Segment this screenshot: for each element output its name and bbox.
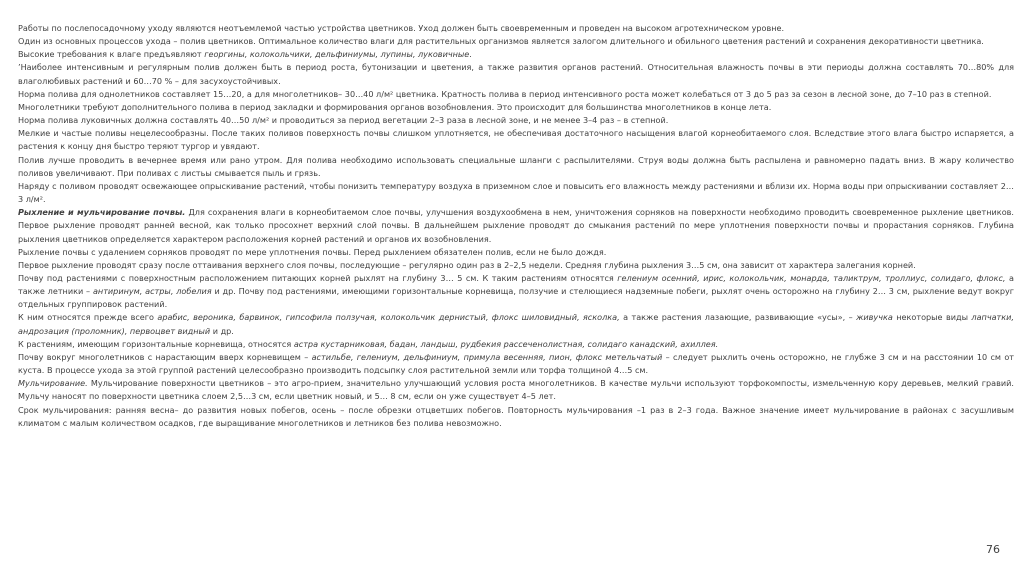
paragraph-text: Для сохранения влаги в корнеобитаемом слое почвы, улучшения воздухообмена в нем, уничтожения сорняков на поверхности необходимо проводить своевременное рыхление цветников. Первое рыхление проводят ранней весной, как только просохнет верхний слой почвы. В дальнейшем рыхление проводят до смыкания растений по мере уплотнения поверхности почвы и прорастания сорняков. Глубина рыхления цветников определяется характером расположения корней растений и органов их возобновления. (18, 207, 1014, 244)
paragraph-text: К ним относятся прежде всего (18, 312, 158, 323)
emphasis-text: арабис, вероника, барвинок, гипсофила ползучая, колокольчик дернистый, флокс шиловидный, ясколка, (157, 312, 620, 323)
paragraph-text: Норма полива луковичных должна составлять 40…50 л/м² и проводиться за период вегетации 2–3 раза в лесной зоне, и не менее 3–4 раз – в степной. (18, 115, 669, 126)
paragraph (18, 272, 1014, 311)
paragraph-text: и др. Почву под растениями, имеющими горизонтальные корневища, ползучие и стелющиеся надземные побеги, рыхлят очень осторожно на глубину 2… 3 см, рыхление ведут вокруг отдельных группировок растений. (18, 286, 1015, 310)
paragraph-text: Мелкие и частые поливы нецелесообразны. После таких поливов поверхность почвы слишком уплотняется, не обеспечивая достаточного насыщения влагой корнеобитаемого слоя. Вследствие этого влага быстро испаряется, а растения к концу дня быстро теряют тургор и увядают. (18, 128, 1014, 152)
emphasis-text: астра кустарниковая, бадан, ландыш, рудбекия рассеченолистная, солидаго канадский, ахиллея. (293, 338, 719, 349)
paragraph-text: Высокие требования к влаге предъявляют (18, 49, 205, 60)
paragraph-text: Полив лучше проводить в вечернее время или рано утром. Для полива необходимо использовать специальные шланги с распылителями. Струя воды должна быть распылена и равномерно падать вниз. В жару количество поливов увеличивают. При поливах с листьы смывается пыль и грязь. (18, 154, 1014, 178)
paragraph (18, 180, 1014, 206)
paragraph-text: Работы по послепосадочному уходу являются неотъемлемой частью устройства цветников. Уход должен быть своевременным и проведен на высоком агротехническом уровне. (18, 23, 785, 33)
page-number: 76 (986, 543, 1000, 556)
paragraph (18, 61, 1014, 87)
paragraph-text: Один из основных процессов ухода – полив цветников. Оптимальное количество влаги для растительных организмов является залогом длительного и обильного цветения растений и сохранения декоративности цветника. (18, 36, 984, 47)
paragraph (18, 154, 1014, 180)
paragraph-text: Почву вокруг многолетников с нарастающим вверх корневищем – (18, 351, 312, 362)
paragraph (18, 88, 1014, 101)
emphasis-text: георгины, колокольчики, дельфиниумы, лупины, луковичные (204, 49, 470, 60)
paragraph-text: Первое рыхление проводят сразу после оттаивания верхнего слоя почвы, последующие – регулярно один раз в 2–2,5 недели. Средняя глубина рыхления 3…5 см, она зависит от характера залегания корней. (18, 259, 916, 270)
body-text (18, 22, 1014, 430)
paragraph (18, 246, 1014, 259)
paragraph (18, 114, 1014, 127)
paragraph (18, 206, 1014, 245)
paragraph-text: Мульчирование поверхности цветников – это агро-прием, значительно улучшающий условия роста многолетников. В качестве мульчи используют торфокомпосты, измельченную кору деревьев, мелкий гравий. Мульчу наносят по поверхности цветника слоем 2,5…3 см, если цветник новый, и 5… 8 см, если он уже существует 4–5 лет. (18, 378, 1014, 402)
paragraph-text: Рыхление почвы с удалением сорняков проводят по мере уплотнения почвы. Перед рыхлением обязателен полив, если не было дождя. (18, 246, 607, 257)
paragraph-text: – следует рыхлить очень осторожно, не глубже 3 см и на расстоянии 10 см от куста. В процессе ухода за этой группой растений целесообразно производить подсыпку слоя растительной земли или торфа толщиной 4…5 см. (18, 351, 1015, 376)
emphasis-text: лапчатки, андрозация (проломник), первоцвет видный (18, 312, 1014, 336)
paragraph-text: Многолетники требуют дополнительного полива в период закладки и формирования органов возобновления. Это происходит для большинства многолетников в конце лета. (18, 101, 772, 112)
paragraph (18, 48, 1014, 61)
paragraph-text: а также летники – (18, 272, 1014, 297)
paragraph-text: а также растения лазающие, развивающие «усы», – (619, 312, 857, 323)
paragraph (18, 338, 1014, 351)
paragraph-text: Наряду с поливом проводят освежающее опрыскивание растений, чтобы понизить температуру воздуха в приземном слое и повысить его влажность между растениями и вблизи их. Норма воды при опрыскивании составляет 2…3 л/м². (18, 180, 1014, 205)
paragraph-text: Срок мульчирования: ранняя весна– до развития новых побегов, осень – после обрезки отцветших побегов. Повторность мульчирования –1 раз в 2–3 года. Важное значение имеет мульчирование в районах с засушливым климатом с малым количеством осадков, где выращивание многолетников и летников без полива невозможно. (18, 404, 1014, 428)
paragraph-text: и др. (210, 325, 234, 336)
paragraph-text: . (469, 49, 472, 60)
emphasis-text: гелениум осенний, ирис, колокольчик, монарда, таликтрум, троллиус, солидаго, флокс, (617, 272, 1006, 283)
paragraph-text: некоторые виды (892, 312, 972, 323)
emphasis-text: антиринум, астры, лобелия (92, 286, 212, 297)
paragraph (18, 35, 1014, 48)
paragraph (18, 22, 1014, 35)
paragraph-text: Почву под растениями с поверхностным расположением питающих корней рыхлят на глубину 3… 5 см. К таким растениям относятся (18, 272, 618, 283)
emphasis-text: Рыхление и мульчирование почвы. (18, 207, 186, 218)
emphasis-text: живучка (856, 312, 893, 323)
paragraph-text: Норма полива для однолетников составляет 15…20, а для многолетников– 30…40 л/м² цветника. Кратность полива в период интенсивного роста может колебаться от 3 до 5 раз за сезон в лесной зоне, до 7–10 раз в степной. (18, 88, 992, 99)
paragraph (18, 404, 1014, 430)
paragraph (18, 377, 1014, 403)
emphasis-text: астильбе, гелениум, дельфиниум, примула весенняя, пион, флокс метельчатый (311, 351, 663, 362)
paragraph (18, 127, 1014, 153)
paragraph (18, 101, 1014, 114)
paragraph-text: К растениям, имеющим горизонтальные корневища, относятся (18, 338, 294, 349)
paragraph (18, 311, 1014, 337)
paragraph (18, 259, 1014, 272)
paragraph (18, 351, 1014, 377)
paragraph-text: ’Наиболее интенсивным и регулярным полив должен быть в период роста, бутонизации и цветения, а также развития органов растений. Относительная влажность почвы в эти периоды должна составлять 70…80% для влаголюбивых растений и 60…70 % – для засухоустойчивых. (18, 62, 1014, 86)
emphasis-text: Мульчирование. (18, 378, 88, 389)
